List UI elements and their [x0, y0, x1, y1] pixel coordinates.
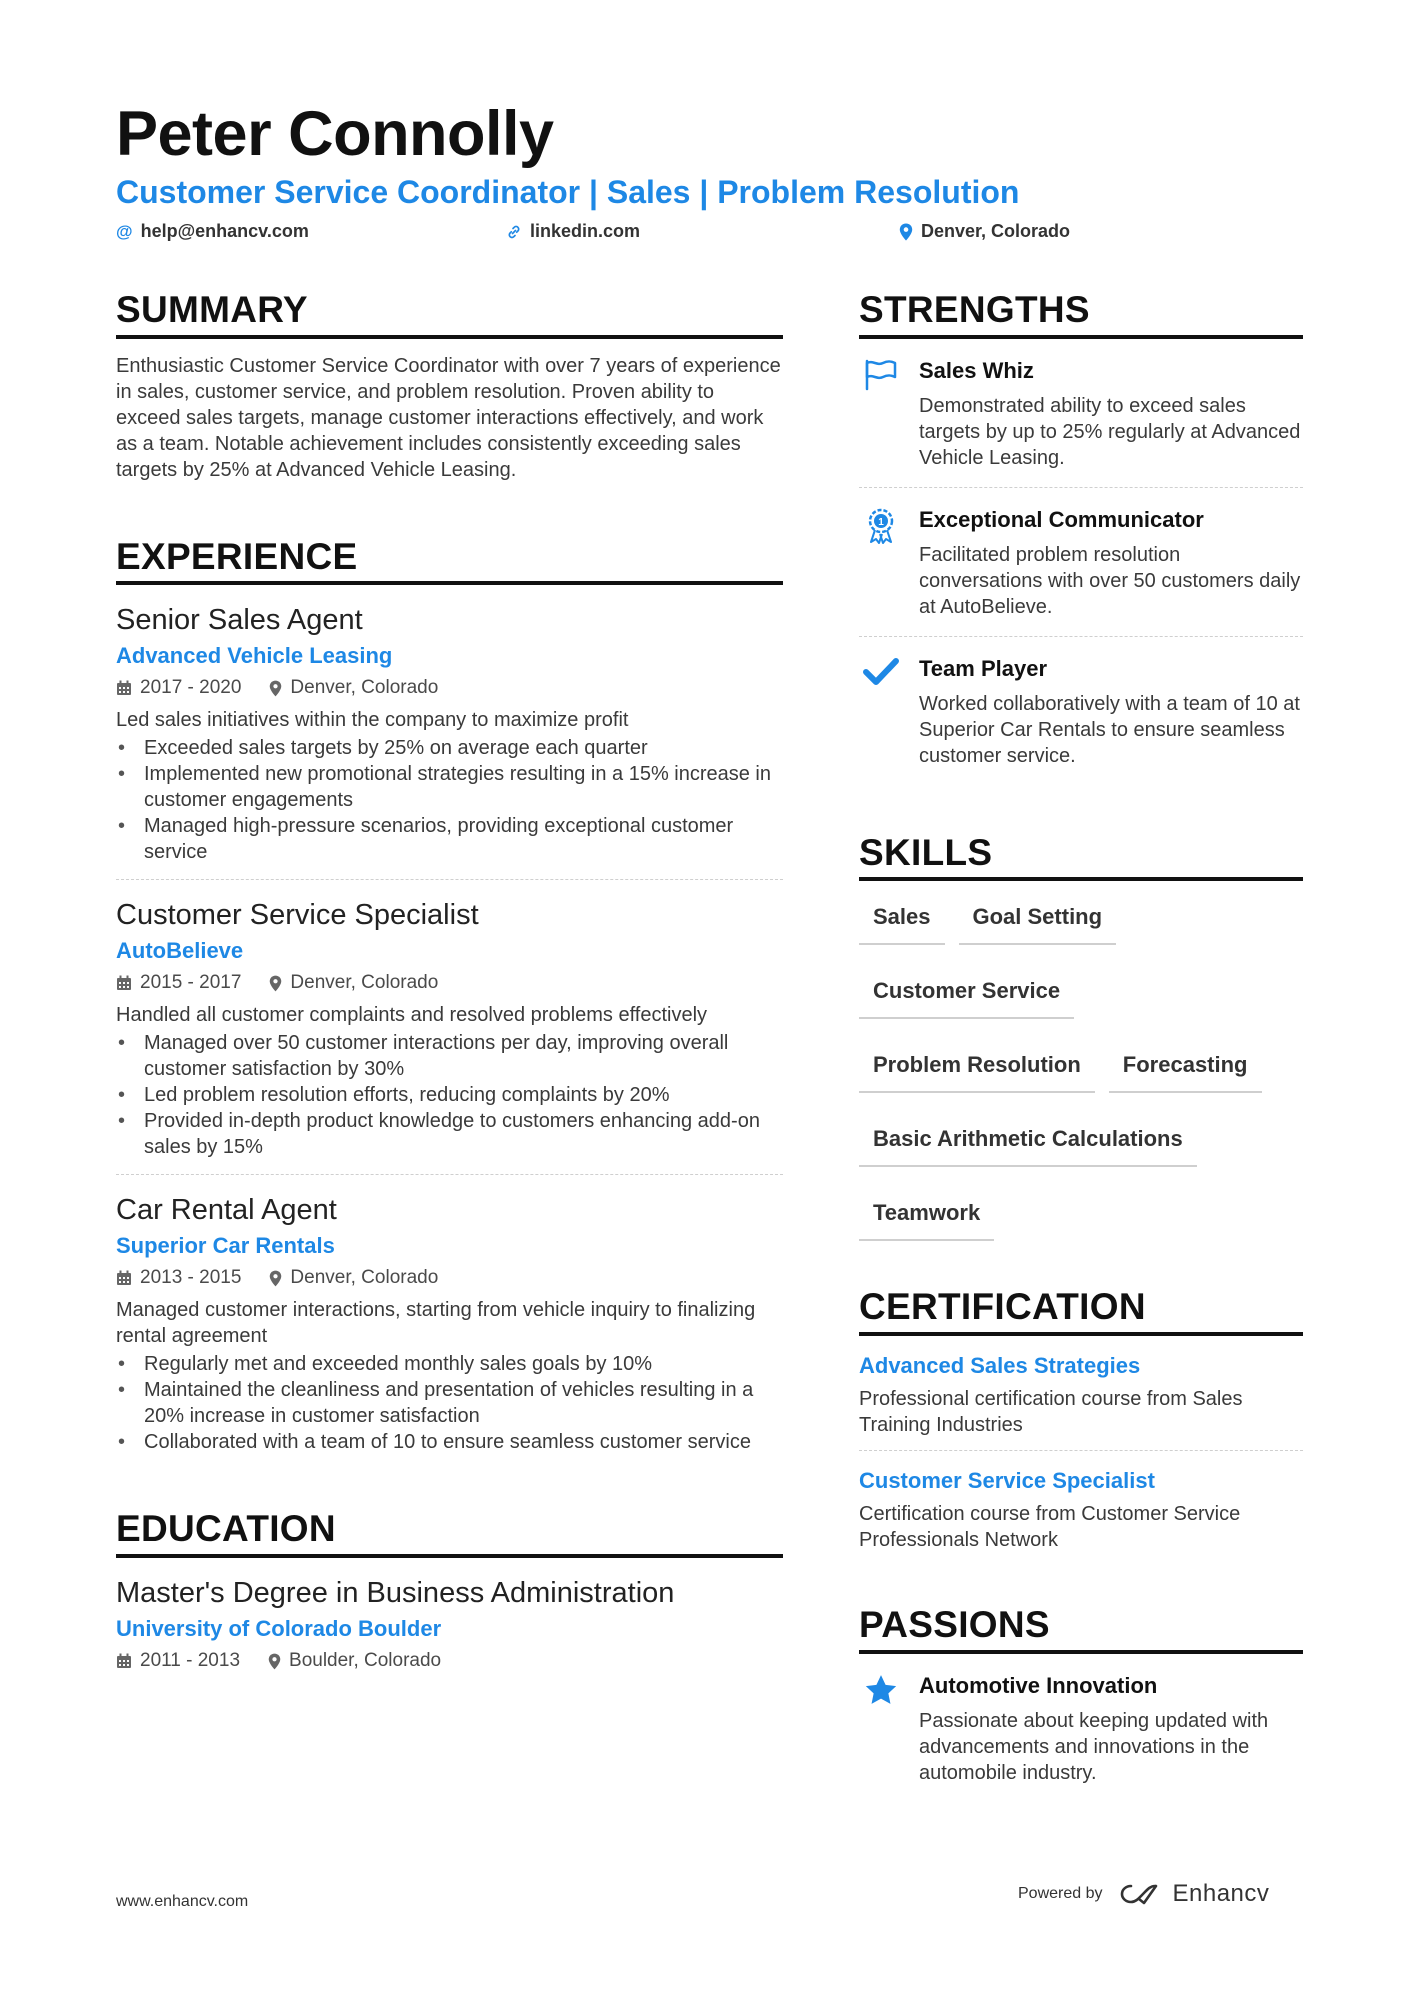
passions-section — [859, 1605, 1303, 1802]
footer-website[interactable]: www.enhancv.com — [116, 1893, 249, 1910]
calendar-icon — [116, 1653, 132, 1669]
location-pin-icon — [899, 223, 913, 241]
contact-email[interactable] — [116, 221, 309, 242]
location-pin-icon — [269, 975, 282, 992]
skill-tag: Problem Resolution — [859, 1047, 1095, 1093]
enhancv-logo-text: Enhancv — [1172, 1880, 1270, 1907]
passions-heading: PASSIONS — [859, 1605, 1303, 1654]
skill-tag: Sales — [859, 899, 945, 945]
job-bullets — [116, 1351, 783, 1455]
calendar-icon — [116, 975, 132, 991]
powered-by-text: Powered by — [1018, 1885, 1103, 1902]
job-bullet: • Implemented new promotional strategies resulting in a 15% increase in customer engagements — [116, 761, 783, 813]
job-meta — [116, 675, 783, 701]
job-dates: 2013 - 2015 — [140, 1267, 242, 1289]
education-section — [116, 1509, 783, 1674]
skills-section — [859, 833, 1303, 1242]
certification-description: Professional certification course from Sales Training Industries — [859, 1388, 1243, 1437]
at-sign-icon: @ — [116, 221, 133, 241]
job-dates: 2017 - 2020 — [140, 677, 242, 699]
left-column — [116, 290, 783, 1674]
contact-linkedin-text: linkedin.com — [530, 221, 641, 241]
company-name: AutoBelieve — [116, 938, 244, 964]
experience-entry — [116, 585, 783, 880]
strength-item — [859, 339, 1303, 488]
job-bullets — [116, 1030, 783, 1160]
strengths-heading: STRENGTHS — [859, 290, 1303, 339]
passion-title: Automotive Innovation — [919, 1672, 1158, 1698]
location-pin-icon — [268, 1653, 281, 1670]
skill-tag: Customer Service — [859, 973, 1074, 1019]
job-description: Handled all customer complaints and resolved problems effectively — [116, 1004, 708, 1027]
enhancv-logo-icon — [1117, 1882, 1163, 1906]
education-heading: EDUCATION — [116, 1509, 783, 1558]
certification-item — [859, 1336, 1303, 1451]
passion-item — [859, 1654, 1303, 1802]
certification-item — [859, 1451, 1303, 1565]
certification-title: Customer Service Specialist — [859, 1468, 1155, 1494]
job-location: Denver, Colorado — [290, 972, 439, 994]
flag-icon — [859, 357, 903, 471]
strength-title: Team Player — [919, 655, 1048, 681]
strength-description: Demonstrated ability to exceed sales targets by up to 25% regularly at Advanced Vehicle Leasing. — [919, 394, 1301, 469]
skill-tag: Basic Arithmetic Calculations — [859, 1121, 1197, 1167]
job-bullet: • Maintained the cleanliness and presentation of vehicles resulting in a 20% increase in customer satisfaction — [116, 1377, 783, 1429]
right-column — [859, 290, 1303, 1802]
strength-description: Facilitated problem resolution conversations with over 50 customers daily at AutoBelieve. — [919, 543, 1301, 618]
experience-entry — [116, 880, 783, 1175]
strength-description: Worked collaboratively with a team of 10 at Superior Car Rentals to ensure seamless customer service. — [919, 692, 1300, 767]
summary-text: Enthusiastic Customer Service Coordinator with over 7 years of experience in sales, customer service, and problem resolution. Proven ability to exceed sales targets, manage customer interactions effectively, and work as a team. Notable achievement includes consistently exceeding sales targets by 25% at Advanced Vehicle Leasing. — [116, 354, 781, 481]
school-name: University of Colorado Boulder — [116, 1616, 442, 1642]
skill-tag: Forecasting — [1109, 1047, 1262, 1093]
education-location: Boulder, Colorado — [289, 1650, 442, 1672]
summary-heading: SUMMARY — [116, 290, 783, 339]
job-bullet: • Provided in-depth product knowledge to customers enhancing add-on sales by 15% — [116, 1108, 783, 1160]
education-dates: 2011 - 2013 — [140, 1650, 241, 1672]
location-pin-icon — [269, 680, 282, 697]
enhancv-logo[interactable] — [1117, 1880, 1270, 1908]
job-description: Led sales initiatives within the company to maximize profit — [116, 709, 629, 732]
strength-title: Exceptional Communicator — [919, 506, 1204, 532]
location-pin-icon — [269, 1270, 282, 1287]
company-name: Advanced Vehicle Leasing — [116, 643, 393, 669]
job-title: Car Rental Agent — [116, 1194, 337, 1227]
passion-description: Passionate about keeping updated with advancements and innovations in the automobile industry. — [919, 1709, 1269, 1784]
job-dates: 2015 - 2017 — [140, 972, 242, 994]
job-title: Senior Sales Agent — [116, 604, 363, 637]
footer-branding — [1018, 1880, 1269, 1908]
job-title: Customer Service Specialist — [116, 899, 479, 932]
strength-item — [859, 488, 1303, 637]
job-bullet: • Regularly met and exceeded monthly sales goals by 10% — [116, 1351, 783, 1377]
certification-section — [859, 1287, 1303, 1565]
experience-section — [116, 537, 783, 1470]
education-meta — [116, 1648, 783, 1674]
job-meta — [116, 1265, 783, 1291]
star-icon — [859, 1672, 903, 1786]
checkmark-icon — [859, 655, 903, 769]
experience-entry — [116, 1175, 783, 1469]
job-bullet: • Managed high-pressure scenarios, providing exceptional customer service — [116, 813, 783, 865]
job-bullets — [116, 735, 783, 865]
summary-section — [116, 290, 783, 483]
job-bullet: • Managed over 50 customer interactions per day, improving overall customer satisfaction by 30% — [116, 1030, 783, 1082]
svg-text:1: 1 — [878, 516, 884, 528]
calendar-icon — [116, 1270, 132, 1286]
strength-title: Sales Whiz — [919, 357, 1034, 383]
skills-list — [859, 899, 1303, 1241]
job-bullet: • Led problem resolution efforts, reducing complaints by 20% — [116, 1082, 783, 1108]
strength-item — [859, 637, 1303, 785]
job-bullet: • Exceeded sales targets by 25% on average each quarter — [116, 735, 783, 761]
contact-email-text: help@enhancv.com — [140, 221, 309, 241]
contact-location-text: Denver, Colorado — [921, 221, 1071, 241]
candidate-headline: Customer Service Coordinator | Sales | Problem Resolution — [116, 174, 1020, 210]
job-meta — [116, 970, 783, 996]
candidate-name: Peter Connolly — [116, 99, 554, 169]
skills-heading: SKILLS — [859, 833, 1303, 882]
certification-title: Advanced Sales Strategies — [859, 1353, 1141, 1379]
calendar-icon — [116, 680, 132, 696]
skill-tag: Goal Setting — [959, 899, 1117, 945]
contact-location — [899, 221, 1070, 242]
degree-title: Master's Degree in Business Administration — [116, 1577, 675, 1610]
link-icon — [506, 224, 522, 240]
job-bullet: • Collaborated with a team of 10 to ensure seamless customer service — [116, 1429, 783, 1455]
job-description: Managed customer interactions, starting from vehicle inquiry to finalizing rental agreement — [116, 1299, 756, 1348]
job-location: Denver, Colorado — [290, 677, 439, 699]
contact-linkedin[interactable] — [506, 221, 640, 242]
experience-heading: EXPERIENCE — [116, 537, 783, 586]
certification-heading: CERTIFICATION — [859, 1287, 1303, 1336]
award-ribbon-icon — [859, 506, 903, 620]
job-location: Denver, Colorado — [290, 1267, 439, 1289]
skill-tag: Teamwork — [859, 1195, 994, 1241]
certification-description: Certification course from Customer Service Professionals Network — [859, 1503, 1241, 1552]
company-name: Superior Car Rentals — [116, 1233, 335, 1259]
strengths-section — [859, 290, 1303, 785]
